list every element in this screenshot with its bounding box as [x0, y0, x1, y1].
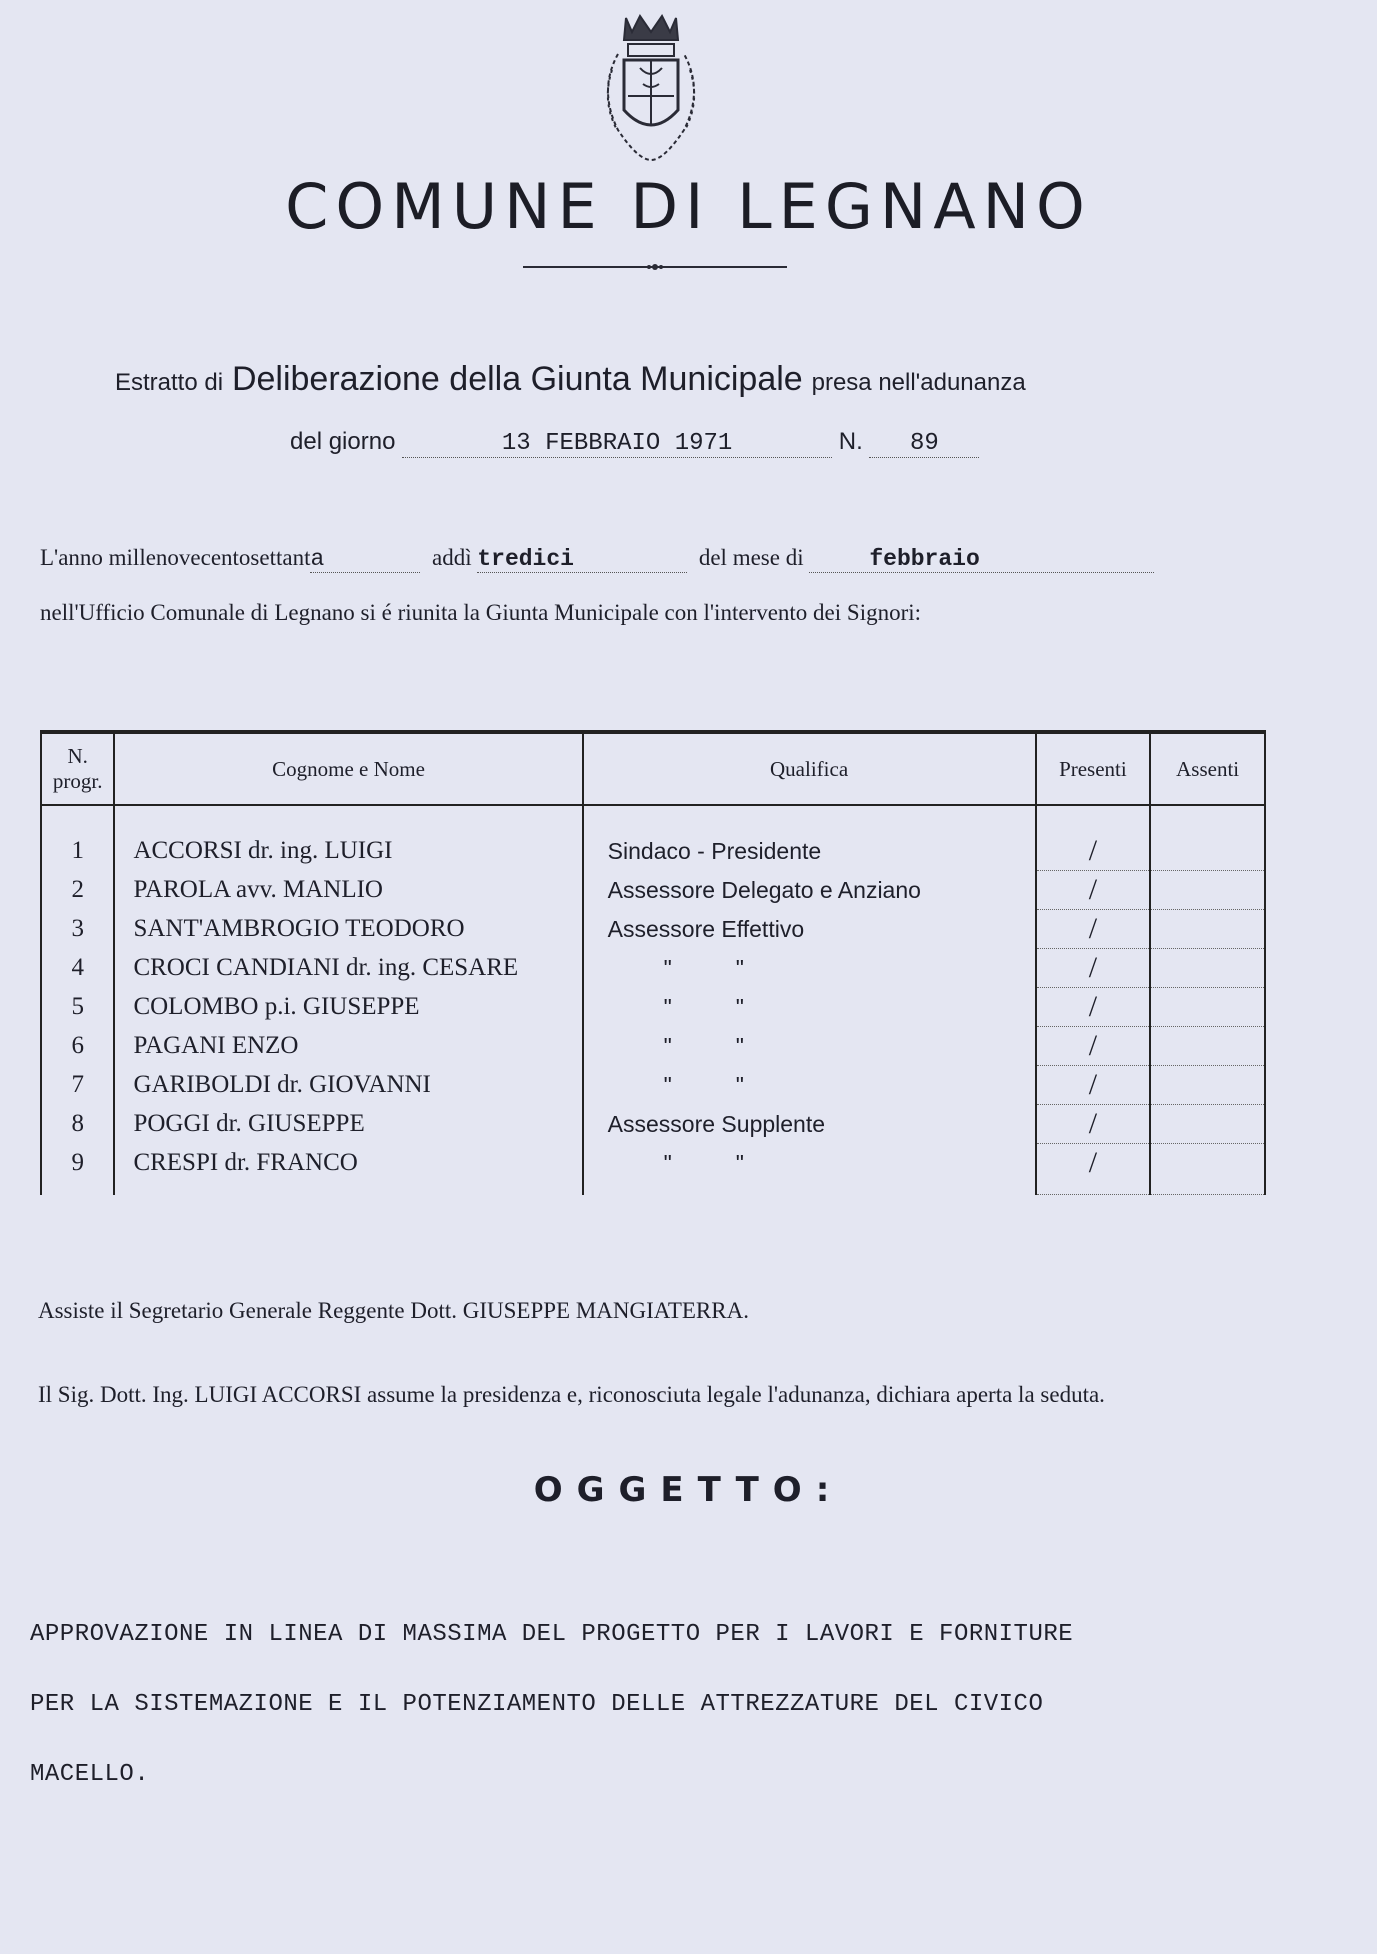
heading-presa: presa nell'adunanza	[811, 369, 1026, 396]
mese-label: del mese di	[698, 545, 804, 570]
number-label: N.	[838, 428, 863, 455]
member-role: " "	[583, 949, 1036, 988]
member-role: " "	[583, 988, 1036, 1027]
table-row	[41, 805, 1265, 871]
member-role: " "	[583, 1027, 1036, 1066]
heading-deliberazione: Deliberazione della Giunta Municipale	[231, 360, 803, 398]
attendance-table	[40, 730, 1266, 1195]
present-mark: /	[1036, 1066, 1151, 1105]
col-header-absent: Assenti	[1150, 732, 1265, 805]
row-number: 8	[41, 1105, 114, 1144]
member-name: CROCI CANDIANI dr. ing. CESARE	[114, 949, 582, 988]
present-mark: /	[1036, 1105, 1151, 1144]
subject-line-3: MACELLO.	[30, 1761, 150, 1788]
table-row	[41, 1144, 1265, 1195]
row-number: 3	[41, 910, 114, 949]
row-number: 7	[41, 1066, 114, 1105]
divider-ornament	[643, 262, 667, 272]
table-row	[41, 1027, 1265, 1066]
member-name: ACCORSI dr. ing. LUIGI	[114, 805, 582, 871]
anno-value: a	[310, 546, 420, 573]
date-label: del giorno	[290, 428, 396, 455]
absent-mark	[1150, 805, 1265, 871]
member-name: CRESPI dr. FRANCO	[114, 1144, 582, 1195]
absent-mark	[1150, 949, 1265, 988]
row-number: 9	[41, 1144, 114, 1195]
addi-value: tredici	[477, 546, 687, 573]
table-row	[41, 1105, 1265, 1144]
subject-line-1: APPROVAZIONE IN LINEA DI MASSIMA DEL PROGETTO PER I LAVORI E FORNITURE	[30, 1621, 1074, 1648]
member-name: PAROLA avv. MANLIO	[114, 871, 582, 910]
absent-mark	[1150, 871, 1265, 910]
meeting-date: 13 FEBBRAIO 1971	[402, 430, 832, 458]
row-number: 1	[41, 805, 114, 871]
col-header-number	[41, 732, 114, 805]
present-mark: /	[1036, 910, 1151, 949]
absent-mark	[1150, 1027, 1265, 1066]
member-name: PAGANI ENZO	[114, 1027, 582, 1066]
subject-text	[30, 1600, 1280, 1810]
member-name: COLOMBO p.i. GIUSEPPE	[114, 988, 582, 1027]
absent-mark	[1150, 988, 1265, 1027]
present-mark: /	[1036, 805, 1151, 871]
secretary-statement: Assiste il Segretario Generale Reggente Dott. GIUSEPPE MANGIATERRA.	[38, 1298, 749, 1323]
row-number: 2	[41, 871, 114, 910]
member-role: Assessore Delegato e Anziano	[583, 871, 1036, 910]
row-number: 4	[41, 949, 114, 988]
member-name: GARIBOLDI dr. GIOVANNI	[114, 1066, 582, 1105]
present-mark: /	[1036, 1144, 1151, 1195]
present-mark: /	[1036, 1027, 1151, 1066]
document-heading	[115, 360, 1026, 399]
intro-line-1	[40, 545, 1154, 573]
absent-mark	[1150, 1144, 1265, 1195]
present-mark: /	[1036, 988, 1151, 1027]
table-row	[41, 949, 1265, 988]
absent-mark	[1150, 1066, 1265, 1105]
page-title: COMUNE DI LEGNANO	[285, 170, 1092, 243]
member-role: Assessore Effettivo	[583, 910, 1036, 949]
member-role: " "	[583, 1144, 1036, 1195]
present-mark: /	[1036, 871, 1151, 910]
member-role: " "	[583, 1066, 1036, 1105]
deliberation-number: 89	[869, 430, 979, 458]
member-role: Sindaco - Presidente	[583, 805, 1036, 871]
col-header-present: Presenti	[1036, 732, 1151, 805]
table-row	[41, 1066, 1265, 1105]
col-header-role: Qualifica	[583, 732, 1036, 805]
table-header-row	[41, 732, 1265, 805]
heading-estratto: Estratto di	[115, 369, 224, 396]
member-role: Assessore Supplente	[583, 1105, 1036, 1144]
date-line	[290, 428, 979, 458]
row-number: 5	[41, 988, 114, 1027]
col-header-number-line1: N.	[67, 744, 88, 768]
member-name: POGGI dr. GIUSEPPE	[114, 1105, 582, 1144]
intro-line-2: nell'Ufficio Comunale di Legnano si é riunita la Giunta Municipale con l'intervento dei Signori:	[40, 600, 922, 625]
absent-mark	[1150, 1105, 1265, 1144]
subject-line-2: PER LA SISTEMAZIONE E IL POTENZIAMENTO DELLE ATTREZZATURE DEL CIVICO	[30, 1691, 1044, 1718]
member-name: SANT'AMBROGIO TEODORO	[114, 910, 582, 949]
table-row	[41, 988, 1265, 1027]
anno-label: L'anno millenovecentosettant	[40, 545, 311, 570]
coat-of-arms-seal	[588, 10, 714, 168]
col-header-number-line2: progr.	[52, 769, 103, 793]
table-row	[41, 871, 1265, 910]
presidency-statement: Il Sig. Dott. Ing. LUIGI ACCORSI assume la presidenza e, riconosciuta legale l'adunanza, dichiara aperta la seduta.	[38, 1382, 1105, 1407]
row-number: 6	[41, 1027, 114, 1066]
subject-heading: OGGETTO:	[533, 1470, 844, 1510]
col-header-name: Cognome e Nome	[114, 732, 582, 805]
present-mark: /	[1036, 949, 1151, 988]
mese-value: febbraio	[809, 546, 1154, 573]
table-row	[41, 910, 1265, 949]
addi-label: addì	[431, 545, 472, 570]
absent-mark	[1150, 910, 1265, 949]
